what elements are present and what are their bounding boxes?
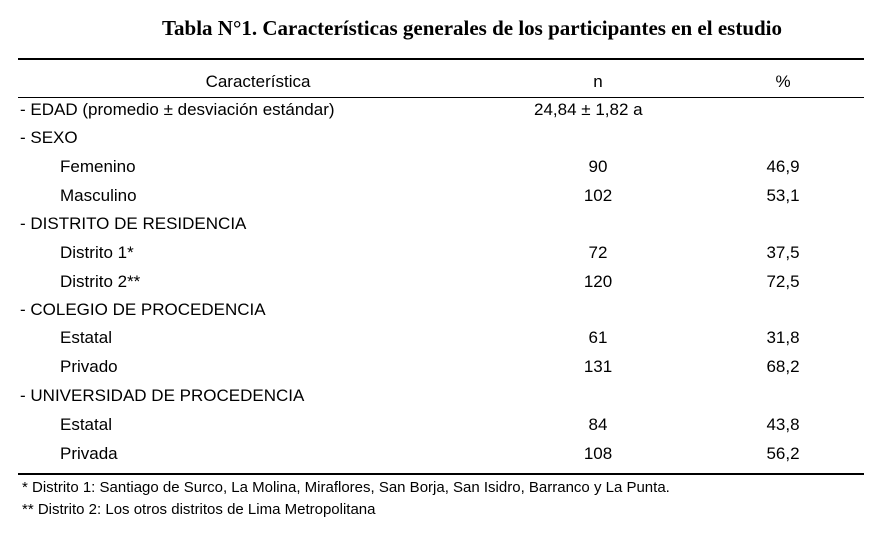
footnote: ** Distrito 2: Los otros distritos de Lima Metropolitana xyxy=(22,501,376,518)
footnote: * Distrito 1: Santiago de Surco, La Molina, Miraflores, San Borja, San Isidro, Barranco y La Punta. xyxy=(22,479,670,496)
row-label: Masculino xyxy=(60,186,137,205)
table-row xyxy=(18,210,864,238)
row-label: - DISTRITO DE RESIDENCIA xyxy=(20,214,247,233)
table-header xyxy=(18,68,864,96)
table-row xyxy=(18,382,864,410)
row-label: Femenino xyxy=(60,157,136,176)
row-percent: 68,2 xyxy=(766,357,800,376)
row-label: Estatal xyxy=(60,328,112,347)
row-n: 90 xyxy=(588,157,608,176)
table-row xyxy=(18,124,864,152)
row-label: - COLEGIO DE PROCEDENCIA xyxy=(20,300,266,319)
row-label: - SEXO xyxy=(20,128,78,147)
bottom-rule xyxy=(18,473,864,475)
row-n: 108 xyxy=(583,444,613,463)
table-title: Tabla N°1. Características generales de los participantes en el estudio xyxy=(161,16,783,40)
table-row xyxy=(18,411,864,439)
table-row xyxy=(18,239,864,267)
row-label: Estatal xyxy=(60,415,112,434)
row-label: - UNIVERSIDAD DE PROCEDENCIA xyxy=(20,386,305,405)
row-n: 72 xyxy=(588,243,608,262)
row-percent: 43,8 xyxy=(766,415,800,434)
row-n: 61 xyxy=(588,328,608,347)
row-percent: 46,9 xyxy=(766,157,800,176)
row-n: 24,84 ± 1,82 a xyxy=(534,100,643,119)
header-percent: % xyxy=(775,72,791,91)
row-label: - EDAD (promedio ± desviación estándar) xyxy=(20,100,335,119)
top-rule xyxy=(18,58,864,60)
table-row xyxy=(18,440,864,468)
row-label: Distrito 2** xyxy=(60,272,141,291)
row-n: 131 xyxy=(583,357,613,376)
row-n: 102 xyxy=(583,186,613,205)
table-row xyxy=(18,353,864,381)
row-percent: 72,5 xyxy=(766,272,800,291)
row-label: Privado xyxy=(60,357,118,376)
table-row xyxy=(18,153,864,181)
table-row xyxy=(18,96,864,124)
table-row xyxy=(18,182,864,210)
table-row xyxy=(18,268,864,296)
header-n: n xyxy=(593,72,603,91)
row-percent: 31,8 xyxy=(766,328,800,347)
row-percent: 37,5 xyxy=(766,243,800,262)
row-n: 84 xyxy=(588,415,608,434)
header-characteristic: Característica xyxy=(205,72,311,91)
row-label: Distrito 1* xyxy=(60,243,134,262)
row-label: Privada xyxy=(60,444,118,463)
row-percent: 53,1 xyxy=(766,186,800,205)
row-percent: 56,2 xyxy=(766,444,800,463)
row-n: 120 xyxy=(583,272,613,291)
table-row xyxy=(18,296,864,324)
table-row xyxy=(18,324,864,352)
